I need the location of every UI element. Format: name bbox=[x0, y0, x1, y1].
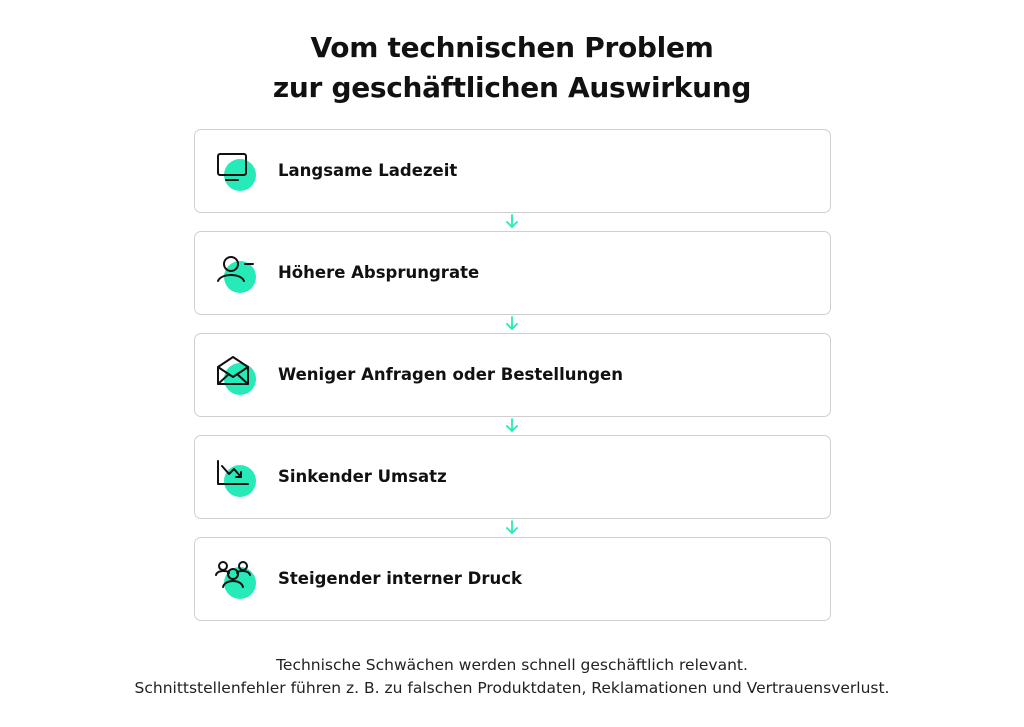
arrow-down-icon bbox=[194, 213, 831, 231]
caption-line-2: Schnittstellenfehler führen z. B. zu falschen Produktdaten, Reklamationen und Vertrauensverlust. bbox=[134, 679, 890, 697]
step-declining-revenue bbox=[194, 435, 831, 519]
chart-down-icon bbox=[215, 456, 261, 502]
step-label: Langsame Ladezeit bbox=[278, 161, 458, 180]
arrow-down-icon bbox=[194, 417, 831, 435]
step-label: Weniger Anfragen oder Bestellungen bbox=[278, 365, 623, 384]
step-label: Steigender interner Druck bbox=[278, 569, 523, 588]
arrow-down-icon bbox=[194, 519, 831, 537]
caption bbox=[0, 654, 1024, 700]
title-line-1: Vom technischen Problem bbox=[310, 31, 714, 64]
arrow-down-icon bbox=[194, 315, 831, 333]
step-internal-pressure bbox=[194, 537, 831, 621]
monitor-icon bbox=[215, 150, 261, 196]
page-title bbox=[0, 28, 1024, 108]
user-minus-icon bbox=[215, 252, 261, 298]
step-label: Höhere Absprungrate bbox=[278, 263, 480, 282]
envelope-icon bbox=[215, 354, 261, 400]
impact-flow bbox=[194, 129, 831, 621]
step-slow-load bbox=[194, 129, 831, 213]
caption-line-1: Technische Schwächen werden schnell geschäftlich relevant. bbox=[276, 656, 748, 674]
title-line-2: zur geschäftlichen Auswirkung bbox=[272, 71, 752, 104]
step-fewer-orders bbox=[194, 333, 831, 417]
group-icon bbox=[215, 558, 261, 604]
step-bounce-rate bbox=[194, 231, 831, 315]
step-label: Sinkender Umsatz bbox=[278, 467, 447, 486]
